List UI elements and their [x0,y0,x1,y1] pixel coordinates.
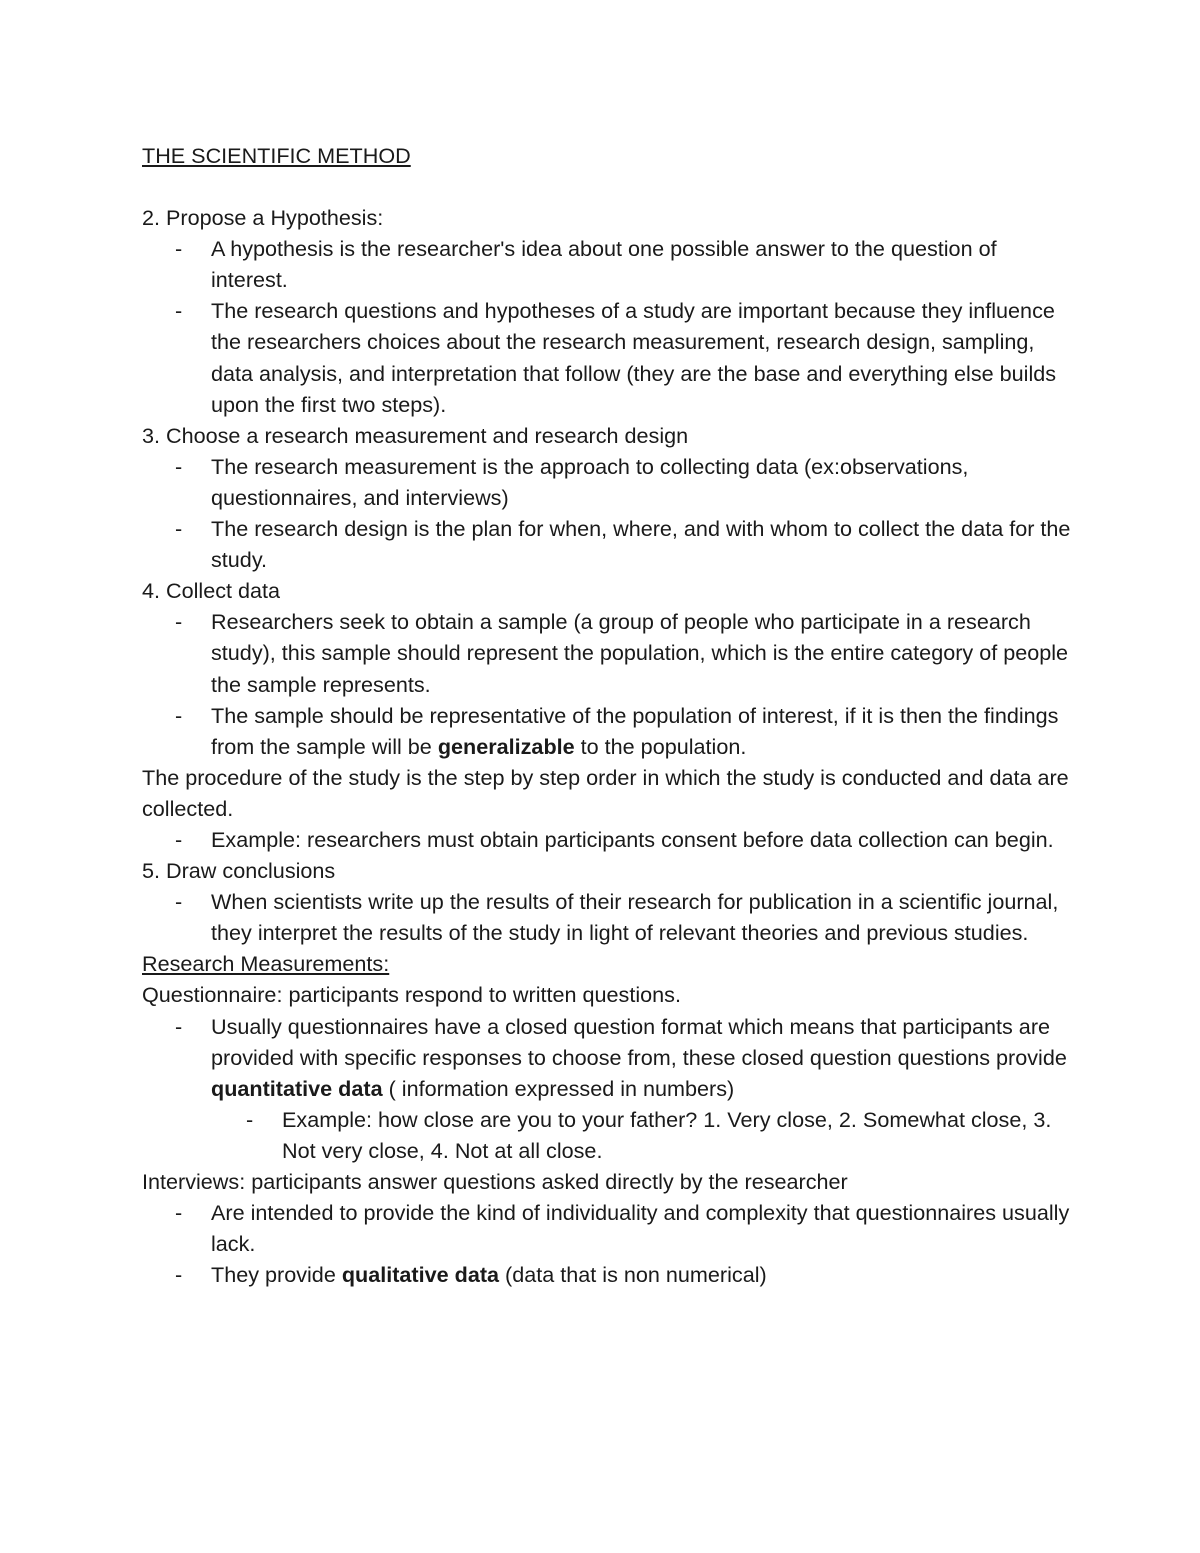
questionnaire-paragraph: Questionnaire: participants respond to written questions. [142,982,681,1008]
bullet-text: Are intended to provide the kind of individuality and complexity that questionnaires usually lack. [211,1200,1070,1257]
bullet-dash: - [175,826,183,852]
bullet-dash: - [175,609,183,635]
bullet-text-start: The sample should be representative of the population of interest, if it is then the findings from the sample will be [211,702,1059,759]
bullet-dash: - [175,889,183,915]
bullet-text: Example: researchers must obtain participants consent before data collection can begin. [211,826,1054,852]
procedure-paragraph: The procedure of the study is the step by step order in which the study is conducted and data are collected. [142,764,1069,821]
bold-term: quantitative data [211,1075,383,1101]
bullet-text: The research measurement is the approach to collecting data (ex:observations, questionnaires, and interviews) [211,453,969,510]
bullet-text: The research design is the plan for when, where, and with whom to collect the data for the study. [211,516,1071,573]
research-measurements-heading: Research Measurements: [142,951,390,977]
bullet-text: Example: how close are you to your father? 1. Very close, 2. Somewhat close, 3. Not very close, 4. Not at all close. [282,1106,1052,1163]
step-5-heading: 5. Draw conclusions [142,858,336,884]
document-title: THE SCIENTIFIC METHOD [142,143,411,168]
bullet-dash: - [246,1106,254,1132]
bullet-text: A hypothesis is the researcher's idea about one possible answer to the question of interest. [211,236,997,293]
bullet-text-start: Usually questionnaires have a closed question format which means that participants are provided with specific responses to choose from, these closed question questions provide [211,1013,1067,1070]
interviews-bullet-1 [142,1197,1072,1259]
step-3-bullet-1 [142,451,1072,513]
bullet-dash: - [175,516,183,542]
step-3-heading: 3. Choose a research measurement and research design [142,422,689,448]
step-2-bullet-2 [142,295,1072,419]
bullet-dash: - [175,453,183,479]
bullet-text-end: ( information expressed in numbers) [382,1075,735,1101]
interviews-bullet-2 [142,1259,1072,1290]
document-body [142,140,1072,1290]
step-4-bullet-1 [142,606,1072,699]
step-4-heading: 4. Collect data [142,578,281,604]
step-3-bullet-2 [142,513,1072,575]
bullet-text: The research questions and hypotheses of a study are important because they influence the researchers choices about the research measurement, research design, sampling, data analysis, and interpretation that follow (they are the base and everything else builds upon the first two steps). [211,298,1057,417]
bullet-text-start: They provide [211,1262,342,1288]
bullet-dash: - [175,298,183,324]
bullet-dash: - [175,1200,183,1226]
questionnaire-sub-bullet-1 [142,1104,1072,1166]
bullet-text: Researchers seek to obtain a sample (a group of people who participate in a research study), this sample should represent the population, which is the entire category of people the sample represents. [211,609,1069,697]
bullet-dash: - [175,1013,183,1039]
procedure-bullet-1 [142,824,1072,855]
bullet-dash: - [175,236,183,262]
bold-term: generalizable [437,733,575,759]
questionnaire-bullet-1 [142,1011,1072,1104]
step-2-bullet-1 [142,233,1072,295]
bullet-text-end: to the population. [574,733,747,759]
interviews-paragraph: Interviews: participants answer questions asked directly by the researcher [142,1169,848,1194]
step-4-bullet-2 [142,700,1072,762]
step-5-bullet-1 [142,886,1072,948]
bullet-text-end: (data that is non numerical) [499,1262,767,1288]
bullet-dash: - [175,1262,183,1288]
bullet-text: When scientists write up the results of their research for publication in a scientific journal, they interpret the results of the study in light of relevant theories and previous studies. [211,889,1059,946]
step-2-heading: 2. Propose a Hypothesis: [142,205,384,231]
bold-term: qualitative data [341,1262,500,1288]
bullet-dash: - [175,702,183,728]
